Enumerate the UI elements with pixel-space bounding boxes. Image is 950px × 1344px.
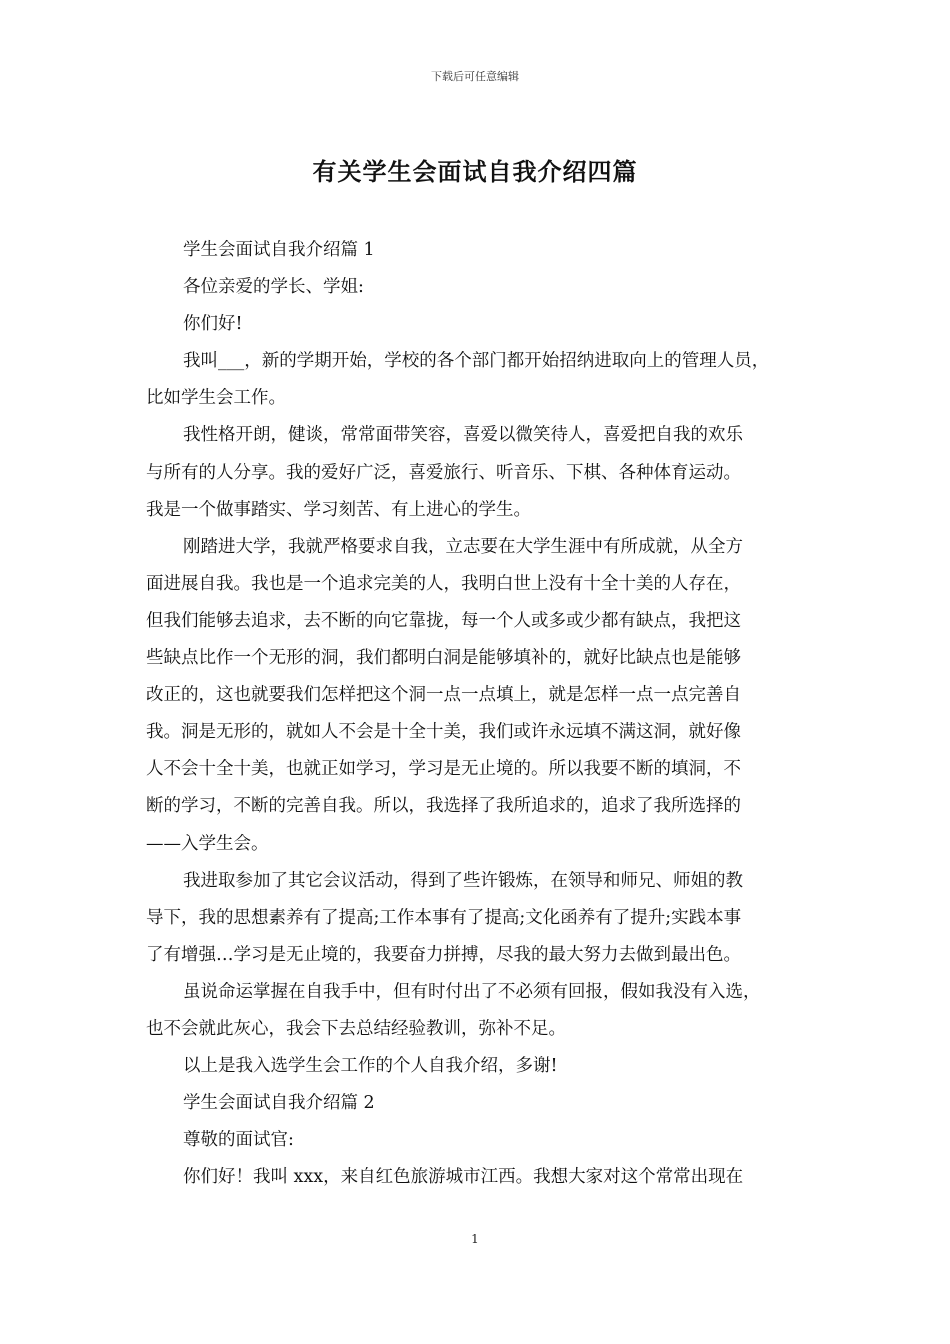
text-line: 学生会面试自我介绍篇 1 (183, 240, 375, 260)
text-line: 比如学生会工作。 (146, 388, 286, 409)
document-title: 有关学生会面试自我介绍四篇 (312, 157, 638, 186)
text-line: 以上是我入选学生会工作的个人自我介绍，多谢! (183, 1056, 558, 1077)
text-line: 了有增强…学习是无止境的，我要奋力拼搏，尽我的最大努力去做到最出色。 (146, 944, 741, 965)
document-body (146, 232, 818, 1196)
text-line: 也不会就此灰心，我会下去总结经验教训，弥补不足。 (146, 1018, 566, 1039)
text-line: 我性格开朗，健谈，常常面带笑容，喜爱以微笑待人，喜爱把自我的欢乐 (183, 425, 743, 446)
text-line: 尊敬的面试官: (183, 1130, 294, 1151)
text-line: 各位亲爱的学长、学姐: (183, 277, 364, 298)
text-line: 虽说命运掌握在自我手中，但有时付出了不必须有回报，假如我没有入选， (183, 981, 761, 1002)
text-line: 我进取参加了其它会议活动，得到了些许锻炼，在领导和师兄、师姐的教 (183, 870, 743, 891)
text-line: 断的学习，不断的完善自我。所以，我选择了我所追求的，追求了我所选择的 (146, 796, 741, 817)
text-line: 但我们能够去追求，去不断的向它靠拢，每一个人或多或少都有缺点，我把这 (146, 610, 741, 631)
text-line: 学生会面试自我介绍篇 2 (183, 1093, 375, 1114)
text-line: 人不会十全十美，也就正如学习，学习是无止境的。所以我要不断的填洞，不 (146, 759, 741, 780)
text-line: ——入学生会。 (146, 833, 269, 854)
header-note: 下载后可任意编辑 (431, 70, 519, 83)
text-line: 改正的，这也就要我们怎样把这个洞一点一点填上，就是怎样一点一点完善自 (146, 685, 741, 706)
text-line: 与所有的人分享。我的爱好广泛，喜爱旅行、听音乐、下棋、各种体育运动。 (146, 462, 741, 483)
text-line: 我。洞是无形的，就如人不会是十全十美，我们或许永远填不满这洞，就好像 (146, 722, 741, 743)
text-line: 导下，我的思想素养有了提高;工作本事有了提高;文化函养有了提升;实践本事 (146, 907, 742, 928)
text-line: 我是一个做事踏实、学习刻苦、有上进心的学生。 (146, 499, 531, 520)
text-line: 我叫___，新的学期开始，学校的各个部门都开始招纳进取向上的管理人员， (183, 351, 770, 372)
text-line: 你们好！我叫 xxx，来自红色旅游城市江西。我想大家对这个常常出现在 (183, 1167, 744, 1188)
text-line: 面进展自我。我也是一个追求完美的人，我明白世上没有十全十美的人存在， (146, 573, 741, 594)
page-number: 1 (471, 1232, 479, 1246)
text-line: 些缺点比作一个无形的洞，我们都明白洞是能够填补的，就好比缺点也是能够 (146, 648, 741, 669)
text-line: 刚踏进大学，我就严格要求自我，立志要在大学生涯中有所成就，从全方 (183, 536, 743, 557)
text-line: 你们好! (183, 314, 243, 335)
